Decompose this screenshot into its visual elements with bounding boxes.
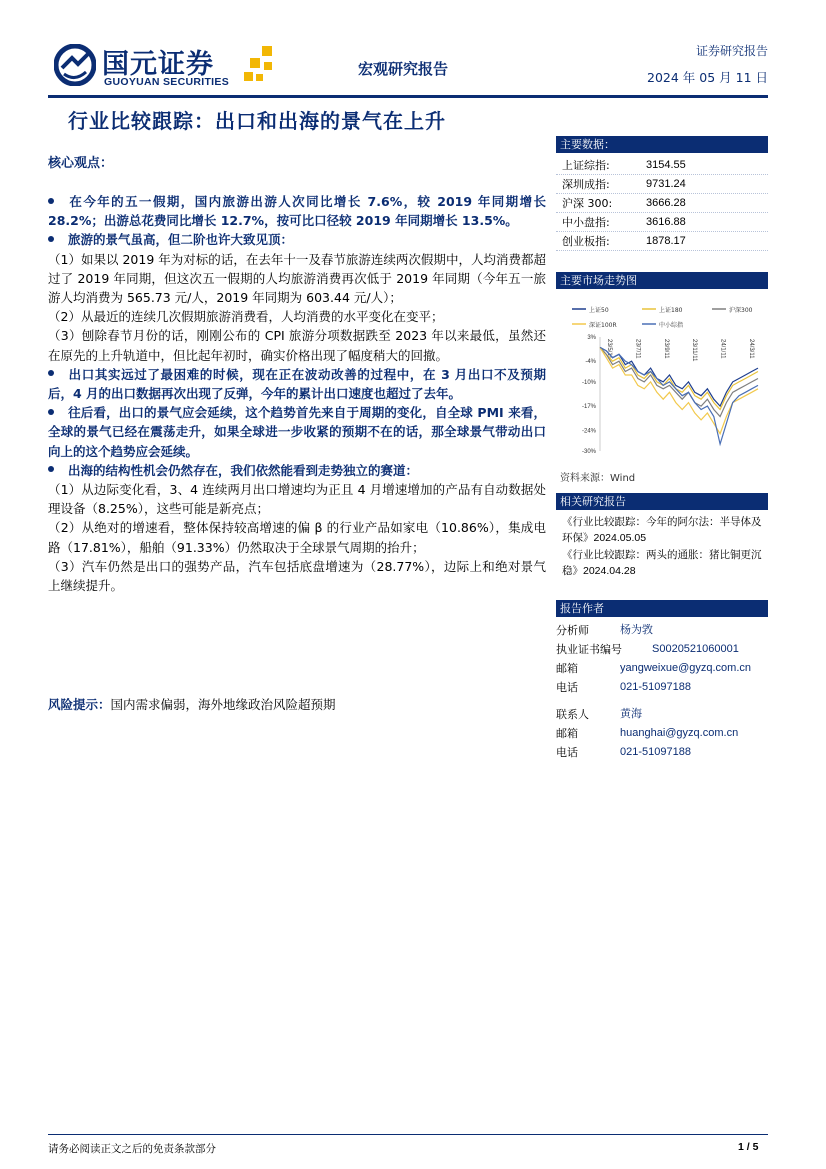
bullet-text: 往后看，出口的景气应会延续，这个趋势首先来自于周期的变化，自全球 PMI 来看，全球的景气已经在震荡走升，如果全球进一步收紧的预期不在的话，那全球景气带动出口向上的这个趋势应会延续。 bbox=[48, 405, 546, 459]
body-paragraph: （3）刨除春节月份的话，刚刚公布的 CPI 旅游分项数据跌至 2023 年以来最低，虽然还在原先的上升轨道中，但比起年初时，确实价格出现了幅度稍大的回撤。 bbox=[48, 328, 546, 363]
legend-label: 沪深300 bbox=[729, 307, 753, 314]
index-value: 3616.88 bbox=[646, 216, 686, 228]
x-tick-label: 23/9/11 bbox=[662, 339, 669, 359]
y-tick-label: -30% bbox=[581, 449, 596, 455]
related-report-item[interactable] bbox=[562, 515, 768, 546]
market-trend-heading: 主要市场走势图 bbox=[556, 272, 768, 289]
chart-source: 资料来源：Wind bbox=[560, 473, 636, 484]
core-views-heading: 核心观点： bbox=[48, 156, 114, 171]
page-number: 1 / 5 bbox=[738, 1141, 759, 1153]
y-tick-label: -24% bbox=[581, 428, 596, 435]
header-divider bbox=[48, 95, 768, 98]
bullet-paragraph bbox=[48, 403, 546, 461]
related-report-title: 《行业比较跟踪：两头的通胀：猪比铜更沉稳》 bbox=[562, 549, 762, 577]
analyst-info bbox=[556, 621, 768, 697]
index-table bbox=[556, 156, 768, 251]
body-paragraph: （1）如果以 2019 年为对标的话，在去年十一及春节旅游连续两次假期中，人均消费都超过了 2019 年同期，但这次五一假期的人均旅游消费再次低于 2019 年同期（今年五一旅游人均消费为 565.73 元/人，2019 年同期为 603.44 元/人）； bbox=[48, 251, 546, 306]
legend-label: 深证100R bbox=[589, 322, 617, 329]
logo-decoration-icon bbox=[240, 40, 280, 88]
x-tick-label: 24/3/11 bbox=[748, 339, 754, 359]
report-date: 2024 年 05 月 11 日 bbox=[647, 70, 768, 85]
body-paragraph: （2）从绝对的增速看，整体保持较高增速的偏 β 的行业产品如家电（10.86%），集成电路（17.81%），船舶（91.33%）仍然取决于全球景气周期的抬升； bbox=[48, 520, 546, 555]
legend-label: 中小综指 bbox=[659, 322, 684, 329]
body-paragraph: （3）汽车仍然是出口的强势产品，汽车包括底盘增速为（28.77%），边际上和绝对景气上继续提升。 bbox=[48, 558, 546, 594]
author-field-label: 执业证书编号 bbox=[556, 643, 622, 656]
contact-info bbox=[556, 705, 768, 762]
author-row bbox=[556, 705, 768, 724]
legend-label: 上证50 bbox=[589, 307, 609, 314]
index-row bbox=[556, 156, 768, 175]
author-row bbox=[556, 621, 768, 640]
body-paragraph: （1）从边际变化看，3、4 连续两月出口增速均为正且 4 月增速增加的产品有自动数据处理设备（8.25%），这些可能是新亮点； bbox=[48, 482, 546, 517]
related-report-date: 2024.04.28 bbox=[583, 564, 636, 577]
index-row bbox=[556, 194, 768, 213]
index-name: 中小盘指: bbox=[562, 216, 610, 229]
author-field-value: 021-51097188 bbox=[620, 681, 691, 693]
author-row bbox=[556, 659, 768, 678]
bullet-text: 出口其实远过了最困难的时候，现在正在波动改善的过程中，在 3 月出口不及预期后，4 月的出口数据再次出现了反弹，今年的累计出口速度也超过了去年。 bbox=[48, 366, 546, 402]
index-value: 9731.24 bbox=[646, 178, 686, 190]
related-report-item[interactable] bbox=[562, 548, 768, 579]
bullet-icon bbox=[48, 198, 54, 204]
author-field-value: 杨为敩 bbox=[620, 624, 653, 636]
bullet-icon bbox=[48, 409, 54, 415]
y-tick-label: -4% bbox=[585, 359, 596, 366]
author-field-label: 邮箱 bbox=[556, 662, 578, 675]
index-value: 1878.17 bbox=[646, 235, 686, 247]
bullet-text: 旅游的景气虽高，但二阶也许大致见顶： bbox=[68, 232, 294, 248]
bullet-paragraph bbox=[48, 365, 546, 403]
author-row bbox=[556, 640, 768, 659]
index-row bbox=[556, 232, 768, 251]
author-field-label: 电话 bbox=[556, 681, 578, 694]
logo-text-cn: 国元证券 bbox=[102, 49, 214, 80]
index-value: 3154.55 bbox=[646, 159, 686, 171]
author-row bbox=[556, 678, 768, 697]
market-trend-chart bbox=[556, 289, 768, 464]
author-field-label: 邮箱 bbox=[556, 727, 578, 740]
main-data-heading: 主要数据： bbox=[556, 136, 768, 153]
risk-warning bbox=[48, 695, 336, 713]
body-paragraph: （2）从最近的连续几次假期旅游消费看，人均消费的水平变化在变平； bbox=[48, 309, 444, 325]
related-reports-list bbox=[556, 515, 768, 579]
footer-disclaimer: 请务必阅读正文之后的免责条款部分 bbox=[48, 1143, 216, 1155]
risk-label: 风险提示： bbox=[48, 697, 111, 712]
index-name: 创业板指: bbox=[562, 235, 610, 248]
related-report-title: 《行业比较跟踪：今年的阿尔法：半导体及环保》 bbox=[562, 516, 762, 544]
sidebar bbox=[556, 136, 768, 762]
legend-label: 上证180 bbox=[659, 307, 683, 314]
bullet-text: 在今年的五一假期，国内旅游出游人次同比增长 7.6%，较 2019 年同期增长 28.2%；出游总花费同比增长 12.7%，按可比口径较 2019 年同期增长 13.5%。 bbox=[48, 194, 546, 229]
x-tick-label: 23/5/11 bbox=[606, 339, 612, 359]
trend-chart-svg bbox=[556, 289, 768, 464]
bullet-paragraph bbox=[48, 461, 546, 480]
author-field-value: huanghai@gyzq.com.cn bbox=[620, 727, 739, 739]
bullet-icon bbox=[48, 236, 54, 242]
authors-heading: 报告作者 bbox=[556, 600, 768, 617]
related-reports-heading: 相关研究报告 bbox=[556, 493, 768, 510]
bullet-icon bbox=[48, 370, 54, 376]
author-field-value: S0020521060001 bbox=[652, 643, 739, 655]
author-field-label: 电话 bbox=[556, 746, 578, 759]
series-line bbox=[600, 347, 758, 406]
index-name: 沪深 300: bbox=[562, 197, 613, 210]
author-row bbox=[556, 743, 768, 762]
index-row bbox=[556, 213, 768, 232]
related-report-date: 2024.05.05 bbox=[593, 531, 647, 544]
author-row bbox=[556, 724, 768, 743]
logo-emblem-icon bbox=[54, 44, 96, 86]
x-tick-label: 23/11/11 bbox=[691, 339, 698, 362]
logo-text-en: GUOYUAN SECURITIES bbox=[104, 76, 229, 88]
y-tick-label: -10% bbox=[581, 379, 596, 386]
report-type: 宏观研究报告 bbox=[358, 60, 449, 78]
bullet-paragraph bbox=[48, 192, 546, 230]
index-name: 深圳成指: bbox=[562, 178, 610, 191]
x-tick-label: 23/7/11 bbox=[634, 339, 641, 359]
bullet-icon bbox=[48, 466, 54, 472]
core-views-section bbox=[48, 150, 546, 595]
author-field-value: yangweixue@gyzq.com.cn bbox=[620, 662, 752, 674]
page-title: 行业比较跟踪：出口和出海的景气在上升 bbox=[68, 109, 446, 133]
author-field-label: 联系人 bbox=[556, 708, 589, 721]
bullet-paragraph bbox=[48, 230, 546, 249]
author-field-label: 分析师 bbox=[556, 624, 589, 637]
x-tick-label: 24/1/11 bbox=[719, 339, 726, 359]
y-tick-label: -17% bbox=[581, 404, 596, 411]
author-field-value: 黄海 bbox=[620, 708, 642, 720]
doc-category: 证券研究报告 bbox=[695, 44, 768, 58]
company-logo bbox=[48, 40, 278, 94]
index-row bbox=[556, 175, 768, 194]
author-field-value: 021-51097188 bbox=[620, 746, 691, 758]
index-name: 上证综指: bbox=[562, 159, 610, 172]
index-value: 3666.28 bbox=[646, 197, 686, 209]
risk-text: 国内需求偏弱，海外地缘政治风险超预期 bbox=[110, 697, 336, 712]
y-tick-label: 3% bbox=[587, 335, 596, 341]
bullet-text: 出海的结构性机会仍然存在，我们依然能看到走势独立的赛道： bbox=[68, 462, 419, 478]
page-header bbox=[48, 40, 768, 96]
footer-divider bbox=[48, 1134, 768, 1135]
